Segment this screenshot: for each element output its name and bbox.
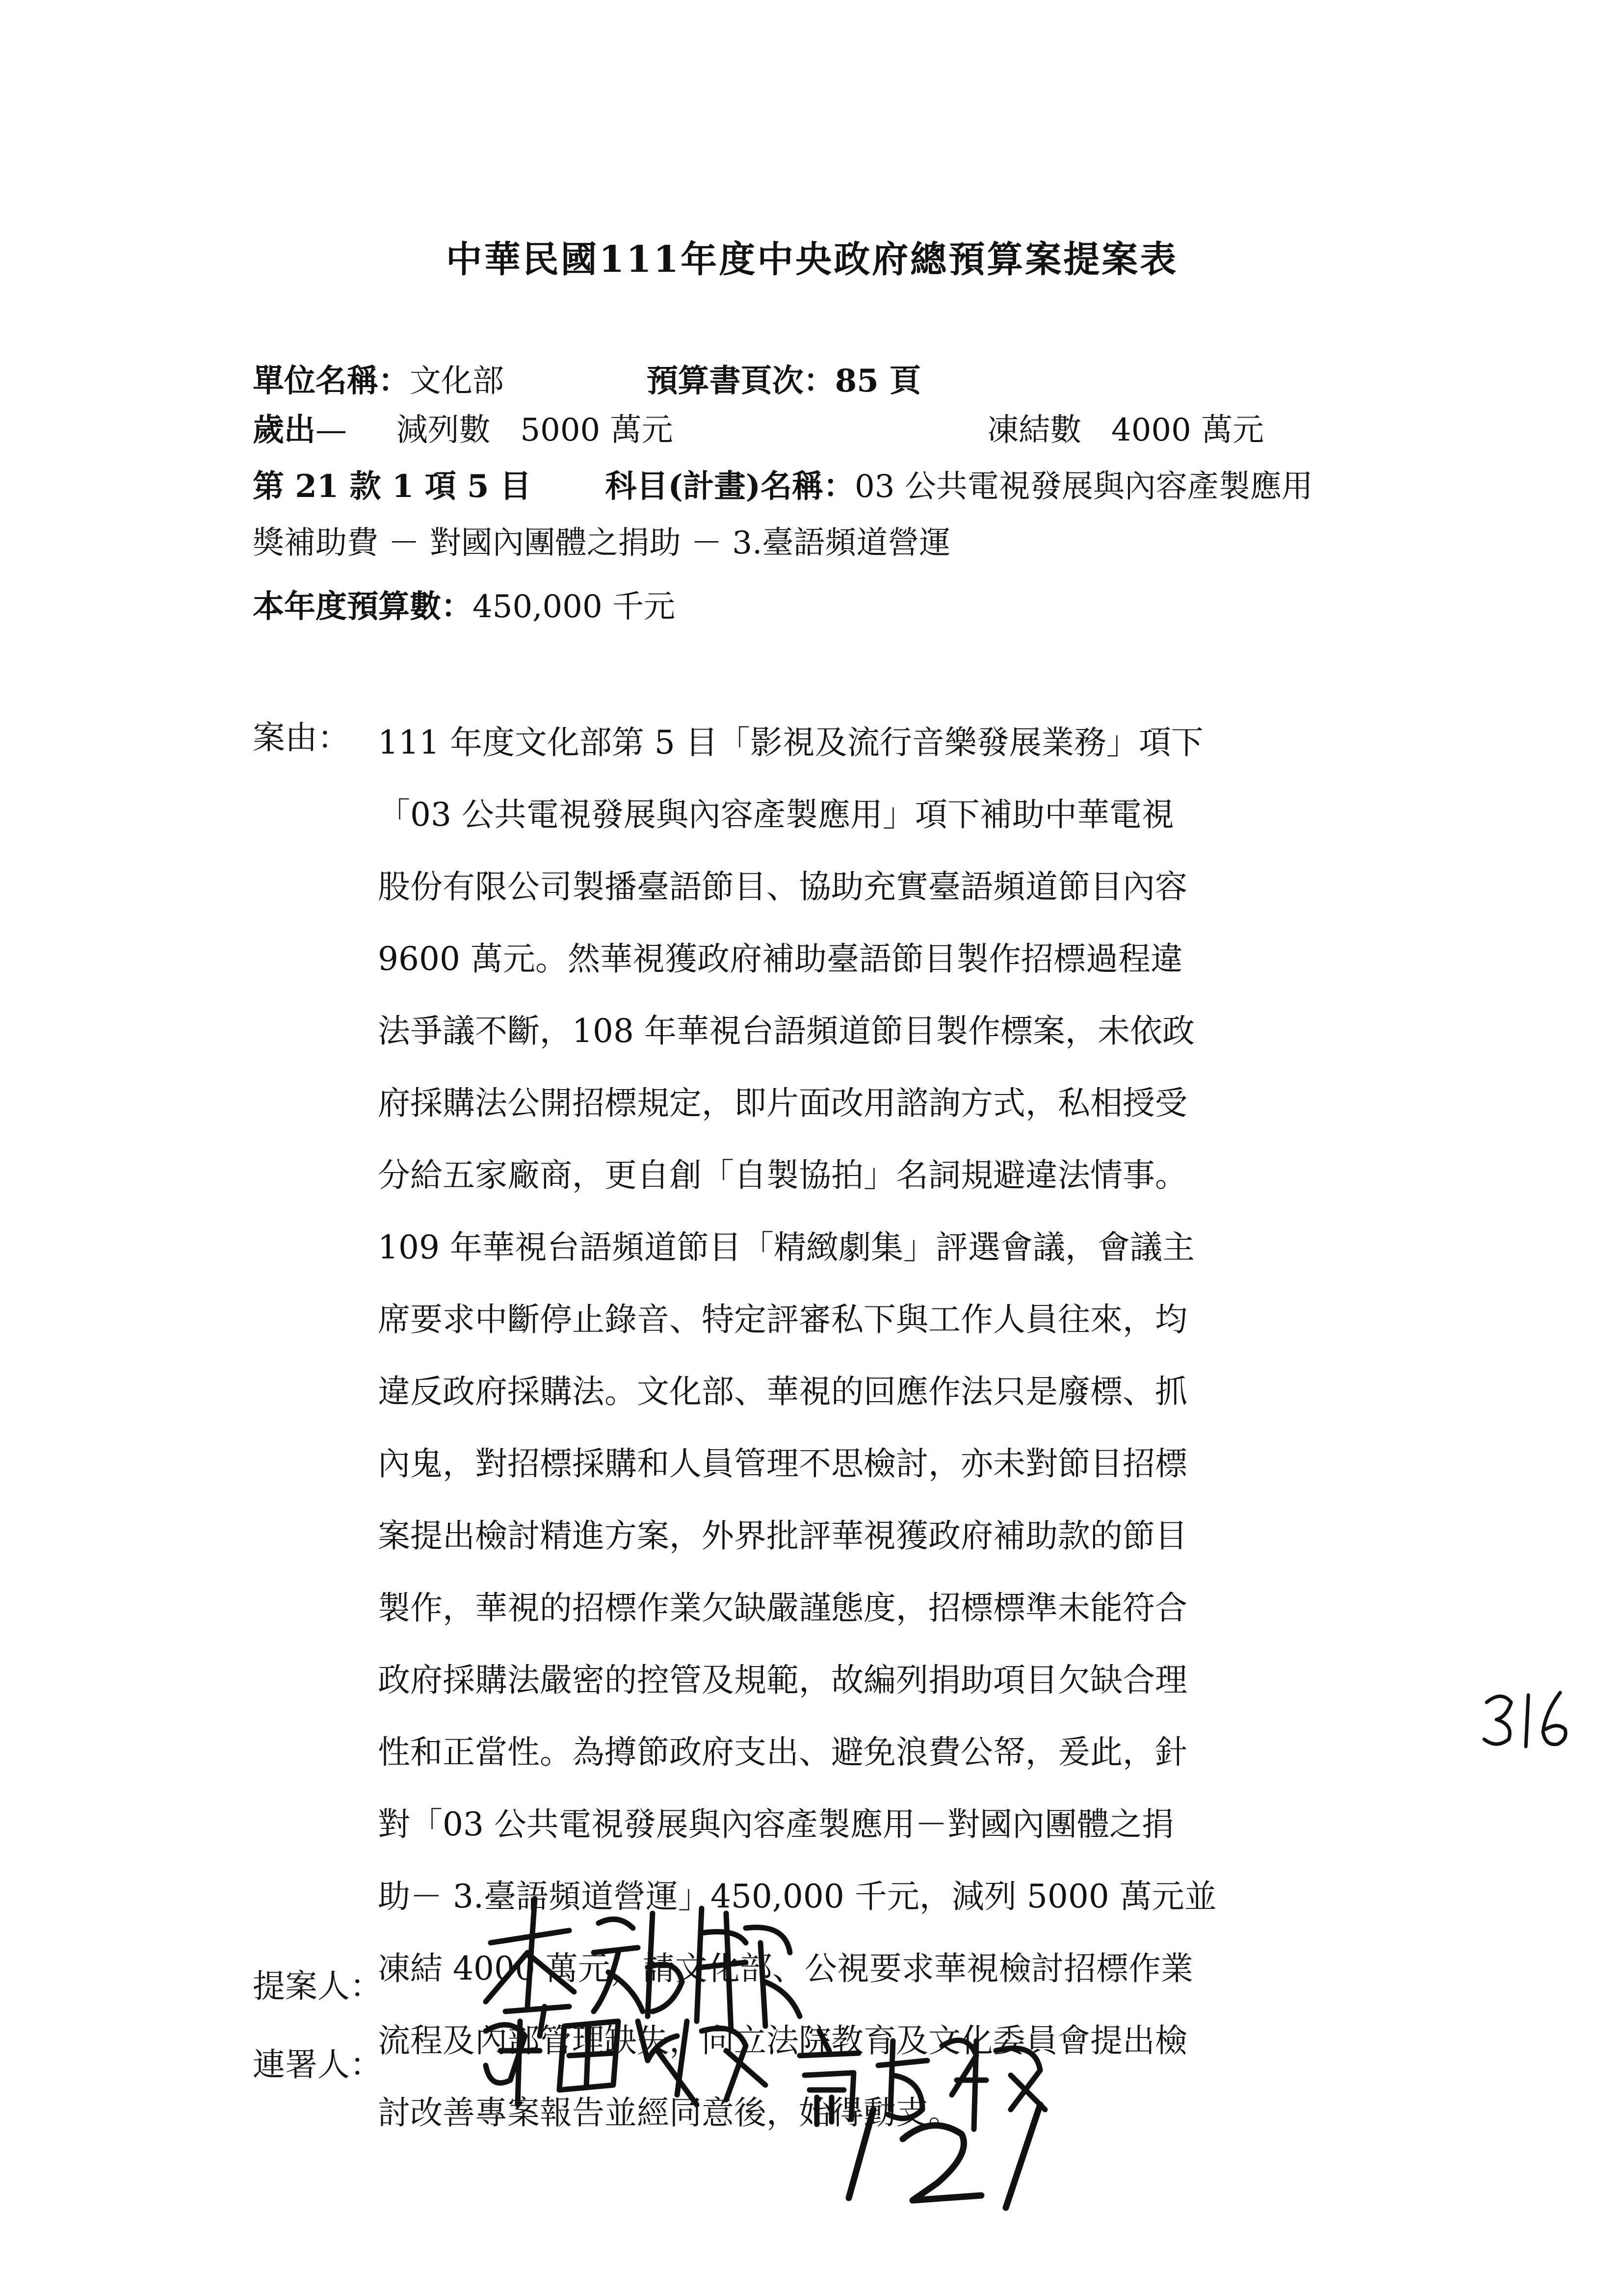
subject-label: 科目(計畫)名稱：	[605, 468, 855, 505]
reason-line: 109 年華視台語頻道節目「精緻劇集」評選會議，會議主	[378, 1228, 1195, 1266]
reason-line: 府採購法公開招標規定，即片面改用諮詢方式，私相授受	[378, 1084, 1187, 1122]
reason-line: 製作，華視的招標作業欠缺嚴謹態度，招標標準未能符合	[378, 1589, 1187, 1627]
cosigner-signature-1	[471, 1992, 785, 2119]
reason-line: 凍結 4000 萬元，請文化部、公視要求華視檢討招標作業	[378, 1950, 1193, 1987]
reason-line: 111 年度文化部第 5 目「影視及流行音樂發展業務」項下	[378, 724, 1204, 761]
expense-row	[253, 412, 1264, 448]
reason-line: 席要求中斷停止錄音、特定評審私下與工作人員往來，均	[378, 1301, 1187, 1338]
reason-line: 性和正當性。為撙節政府支出、避免浪費公帑，爰此，針	[378, 1733, 1187, 1771]
unit-value: 文化部	[410, 363, 504, 399]
reason-line: 股份有限公司製播臺語節目、協助充實臺語頻道節目內容	[378, 868, 1187, 906]
budget-value: 450,000 千元	[472, 589, 675, 625]
cut-label: 減列數	[396, 412, 491, 448]
reason-line: 分給五家廠商，更自創「自製協拍」名詞規避違法情事。	[378, 1156, 1187, 1194]
document-title: 中華民國111年度中央政府總預算案提案表	[445, 238, 1179, 281]
cosigner-count-mark	[834, 2100, 1065, 2213]
page-number-mark	[1477, 1683, 1580, 1756]
page-ref-value: 85 頁	[835, 363, 921, 399]
reason-line: 助－ 3.臺語頻道營運」450,000 千元，減列 5000 萬元並	[378, 1878, 1217, 1915]
reason-line: 9600 萬元。然華視獲政府補助臺語節目製作招標過程違	[378, 940, 1183, 978]
proposer-label: 提案人：	[253, 1967, 382, 2005]
reason-line: 內鬼，對招標採購和人員管理不思檢討，亦未對節目招標	[378, 1445, 1187, 1483]
reason-line: 政府採購法嚴密的控管及規範，故編列捐助項目欠缺合理	[378, 1661, 1187, 1699]
cosigner-label: 連署人：	[253, 2046, 382, 2084]
reason-line: 流程及內部管理缺失，向立法院教育及文化委員會提出檢	[378, 2022, 1187, 2060]
budget-label: 本年度預算數：	[253, 588, 472, 625]
subject-line2: 獎補助費 － 對國內團體之捐助 － 3.臺語頻道營運	[253, 525, 951, 561]
unit-row	[253, 365, 921, 397]
unit-label: 單位名稱：	[253, 363, 410, 399]
reason-line: 案提出檢討精進方案，外界批評華視獲政府補助款的節目	[378, 1517, 1187, 1555]
budget-row	[253, 588, 675, 625]
expense-label: 歲出	[253, 412, 315, 448]
reason-line: 討改善專案報告並經同意後，始得動支。	[378, 2094, 961, 2132]
cut-value: 5000 萬元	[520, 412, 673, 448]
reason-line: 對「03 公共電視發展與內容產製應用－對國內團體之捐	[378, 1805, 1174, 1843]
item-row	[253, 468, 1313, 505]
page-ref-label: 預算書頁次：	[646, 363, 835, 399]
reason-line: 違反政府採購法。文化部、華視的回應作法只是廢標、抓	[378, 1373, 1187, 1410]
reason-line: 「03 公共電視發展與內容產製應用」項下補助中華電視	[378, 796, 1174, 834]
subject-line1: 03 公共電視發展與內容產製應用	[855, 469, 1313, 505]
expense-dash: —	[315, 412, 347, 448]
reason-label: 案由：	[253, 719, 350, 757]
item-code: 第 21 款 1 項 5 目	[253, 468, 531, 505]
freeze-label: 凍結數	[987, 412, 1082, 448]
reason-line: 法爭議不斷，108 年華視台語頻道節目製作標案，未依政	[378, 1012, 1195, 1050]
freeze-value: 4000 萬元	[1111, 412, 1264, 448]
